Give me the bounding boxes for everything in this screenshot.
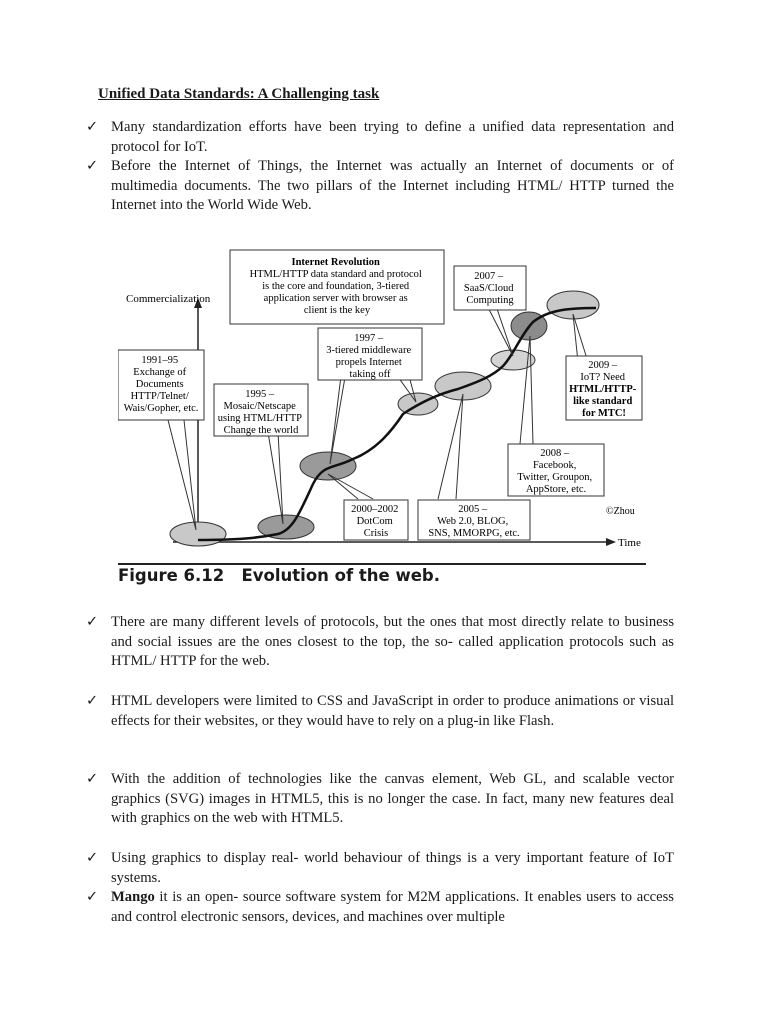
- bullet-text: Using graphics to display real- world behaviour of things is a very important feature of IoT systems.: [111, 850, 674, 886]
- bullet-item: [86, 613, 674, 672]
- bullet-text: HTML developers were limited to CSS and JavaScript in order to produce animations or visual effects for their websites, or they would have to rely on a plug-in like Flash.: [111, 693, 674, 729]
- bullet-text: Many standardization efforts have been trying to define a unified data representation and protocol for IoT.: [111, 119, 674, 155]
- check-icon: ✓: [86, 771, 99, 787]
- bullet-item: [86, 849, 674, 888]
- bullet-item: [86, 770, 674, 829]
- mango-term: Mango: [111, 889, 155, 905]
- check-icon: ✓: [86, 119, 99, 135]
- callout-internet-revolution: Internet Revolution HTML/HTTP data standard and protocol is the core and foundation, 3-tiered application server with browser as client is the key: [249, 257, 422, 316]
- bullet-item: [86, 888, 674, 927]
- callout-2007: 2007 – SaaS/Cloud Computing: [463, 271, 514, 306]
- section-heading: Unified Data Standards: A Challenging task: [98, 86, 380, 102]
- bullet-text: Before the Internet of Things, the Internet was actually an Internet of documents or of multimedia documents. The two pillars of the Internet including HTML/ HTTP turned the Internet into the World Wide Web.: [111, 158, 674, 213]
- y-axis-label: Commercialization: [126, 293, 211, 305]
- callout-2008: 2008 – Facebook, Twitter, Groupon, AppStore, etc.: [517, 448, 593, 495]
- figure-caption: [118, 566, 440, 585]
- caption-title: Evolution of the web.: [241, 566, 440, 585]
- caption-number: Figure 6.12: [118, 566, 225, 585]
- mango-description: it is an open- source software system for M2M applications. It enables users to access and control electronic sensors, devices, and machines over multiple: [111, 889, 674, 925]
- callout-1991: 1991–95 Exchange of Documents HTTP/Telnet/ Wais/Gopher, etc.: [123, 355, 199, 414]
- callout-1995: 1995 – Mosaic/Netscape using HTML/HTTP Change the world: [217, 389, 302, 436]
- bullet-text: With the addition of technologies like the canvas element, Web GL, and scalable vector graphics (SVG) images in HTML5, this is no longer the case. In fact, many new features deal with graphics on the web with HTML5.: [111, 771, 674, 826]
- bullet-item: [86, 157, 674, 216]
- caption-rule: [118, 563, 646, 565]
- callout-2009: 2009 – IoT? Need HTML/HTTP- like standard for MTC!: [569, 360, 637, 419]
- check-icon: ✓: [86, 614, 99, 630]
- x-axis-arrow-icon: [606, 538, 616, 546]
- check-icon: ✓: [86, 889, 99, 905]
- bullet-text: [111, 888, 674, 927]
- evolution-of-web-figure: [118, 244, 648, 596]
- era-ellipse: [170, 522, 226, 546]
- era-ellipse: [300, 452, 356, 480]
- bullet-text: There are many different levels of protocols, but the ones that most directly relate to business and social issues are the ones closest to the top, the so- called application protocols such as HTML/ HTTP for the web.: [111, 614, 674, 669]
- check-icon: ✓: [86, 158, 99, 174]
- check-icon: ✓: [86, 850, 99, 866]
- copyright-label: ©Zhou: [606, 506, 635, 517]
- x-axis-label: Time: [618, 537, 641, 549]
- check-icon: ✓: [86, 693, 99, 709]
- bullet-item: [86, 118, 674, 157]
- callout-1997: 1997 – 3-tiered middleware propels Internet taking off: [326, 333, 412, 380]
- bullet-item: [86, 692, 674, 731]
- callout-2000: 2000–2002 DotCom Crisis: [351, 504, 399, 539]
- callout-2005: 2005 – Web 2.0, BLOG, SNS, MMORPG, etc.: [428, 504, 520, 539]
